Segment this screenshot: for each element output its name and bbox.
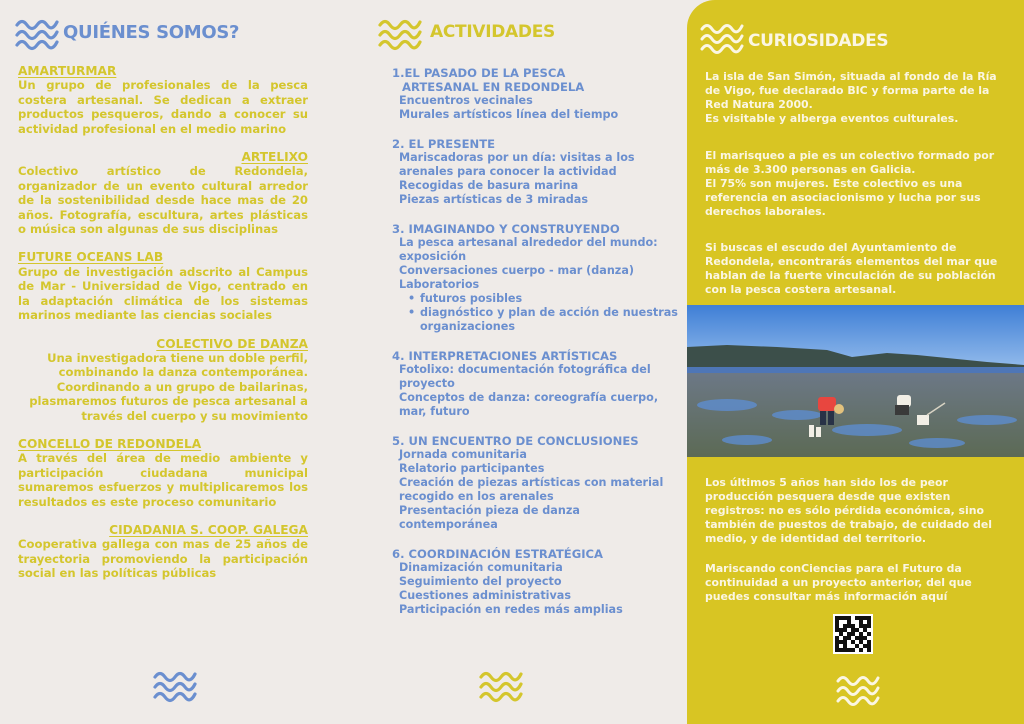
activity-item: Laboratorios [399, 278, 480, 291]
curiosity-text: La isla de San Simón, situada al fondo de la Ría de Vigo, fue declarado BIC y forma parte de la Red Natura 2000. [705, 70, 997, 111]
activity-item: Creación de piezas artísticas con material recogido en los arenales [399, 476, 664, 503]
waves-icon [699, 20, 745, 56]
curiosidades-panel [687, 0, 1024, 724]
activity-title [392, 137, 682, 151]
activity-item: Participación en redes más amplias [399, 603, 623, 616]
activity-number: 1. [392, 66, 405, 80]
activity-section [392, 222, 682, 334]
section-title: QUIÉNES SOMOS? [63, 22, 240, 43]
activity-number: 6. [392, 547, 405, 561]
organization-description: Grupo de investigación adscrito al Campus de Mar - Universidad de Vigo, centrado en la adaptación climática de los sistemas marinos mediante las ciencias sociales [18, 264, 308, 323]
activity-item: Jornada comunitaria [399, 448, 527, 461]
curiosity-text: Mariscando conCiencias para el Futuro da continuidad a un proyecto anterior, del que puedes consultar más información aquí [705, 562, 972, 603]
activity-title-text: EL PRESENTE [408, 137, 496, 151]
activity-item: Recogidas de basura marina [399, 179, 579, 192]
activity-title [392, 434, 682, 448]
organization-name: COLECTIVO DE DANZA [156, 336, 308, 351]
quienes-somos-panel [0, 0, 340, 724]
activity-section [392, 137, 682, 207]
waves-icon [478, 668, 524, 704]
curiosity-paragraph [705, 241, 1005, 297]
activity-title-text: EL PASADO DE LA PESCA [404, 66, 566, 80]
activity-item: Cuestiones administrativas [399, 589, 572, 602]
activity-title-text: UN ENCUENTRO DE CONCLUSIONES [408, 434, 639, 448]
activity-subitem: • futuros posibles [392, 292, 682, 306]
activity-section [392, 349, 682, 419]
activity-number: 5. [392, 434, 405, 448]
organization-item [18, 250, 308, 322]
organization-name: AMARTURMAR [18, 64, 117, 78]
organization-name: ARTELIXO [241, 150, 308, 165]
curiosity-text: Los últimos 5 años han sido los de peor producción pesquera desde que existen registros: no es sólo pérdida económica, sino también de puestos de trabajo, de cuidado del medio, y de identidad del territorio. [705, 476, 992, 545]
activity-item: Piezas artísticas de 3 miradas [399, 193, 589, 206]
organization-item [18, 337, 308, 423]
qr-code[interactable] [833, 614, 873, 654]
waves-icon [835, 672, 881, 708]
activity-number: 4. [392, 349, 405, 363]
activity-section [392, 66, 682, 122]
curiosity-text: Si buscas el escudo del Ayuntamiento de Redondela, encontrarás elementos del mar que hablan de la fuerte vinculación de su población con la pesca costera artesanal. [705, 241, 998, 296]
organization-description: A través del área de medio ambiente y participación ciudadana municipal sumaremos esfuerzos y multiplicaremos los resultados es este proceso comunitario [18, 451, 308, 509]
organization-item [18, 64, 308, 136]
activity-item: Dinamización comunitaria [399, 561, 563, 574]
organizations-list [18, 64, 308, 595]
activity-item: Conversaciones cuerpo - mar (danza) [399, 264, 634, 277]
activity-title [392, 222, 682, 236]
waves-icon [377, 16, 423, 52]
activity-number: 2. [392, 137, 405, 151]
organization-item [18, 523, 308, 581]
organization-description: Cooperativa gallega con mas de 25 años de trayectoria promoviendo la participación social en las políticas públicas [18, 537, 308, 581]
activity-title-text: ARTESANAL EN REDONDELA [402, 80, 585, 94]
activity-subitem: • diagnóstico y plan de acción de nuestras organizaciones [392, 306, 682, 334]
curiosity-paragraph [705, 149, 1005, 219]
curiosity-text: El marisqueo a pie es un colectivo formado por más de 3.300 personas en Galicia. [705, 149, 995, 176]
activity-section [392, 434, 682, 532]
activity-item: Mariscadoras por un día: visitas a los arenales para conocer la actividad [399, 151, 635, 178]
activity-title [392, 66, 682, 94]
organization-name: FUTURE OCEANS LAB [18, 250, 164, 265]
activity-item: Conceptos de danza: coreografía cuerpo, mar, futuro [399, 391, 659, 418]
activity-item: Murales artísticos línea del tiempo [399, 108, 619, 121]
organization-description: Una investigadora tiene un doble perfil, combinando la danza contemporánea. Coordinando a un grupo de bailarinas, plasmaremos futuros de pesca artesanal a través del cuerpo y su movimiento [29, 350, 308, 423]
activities-list [392, 66, 682, 632]
activity-title-text: COORDINACIÓN ESTRATÉGICA [408, 547, 604, 561]
organization-item [18, 150, 308, 236]
activity-title-text: INTERPRETACIONES ARTÍSTICAS [408, 349, 618, 363]
section-title: CURIOSIDADES [748, 31, 889, 51]
curiosity-text: Es visitable y alberga eventos culturales. [705, 111, 959, 125]
organization-name: CONCELLO DE REDONDELA [18, 436, 202, 451]
curiosity-text: El 75% son mujeres. Este colectivo es una referencia en asociacionismo y lucha por sus derechos laborales. [705, 176, 981, 218]
activity-item: La pesca artesanal alrededor del mundo: exposición [399, 236, 658, 263]
curiosity-paragraph [705, 476, 1005, 546]
organization-description: Colectivo artístico de Redondela, organizador de un evento cultural arredor de la sostenibilidad desde hace mas de 20 años. Fotografía, escultura, artes plásticas o música son algunas de sus disciplinas [18, 164, 308, 237]
curiosity-paragraph [705, 70, 1005, 126]
organization-item [18, 437, 308, 509]
activity-title [392, 349, 682, 363]
activity-item: Seguimiento del proyecto [399, 575, 562, 588]
organization-description: Un grupo de profesionales de la pesca costera artesanal. Se dedican a extraer productos pesqueros, dando a conocer su actividad profesional en el medio marino [18, 78, 308, 136]
waves-icon [152, 668, 198, 704]
activity-item: Presentación pieza de danza contemporánea [399, 504, 580, 531]
activity-title [392, 547, 682, 561]
activity-item: Fotolixo: documentación fotográfica del proyecto [399, 363, 651, 390]
activity-item: Encuentros vecinales [399, 94, 533, 107]
curiosity-paragraph [705, 562, 1005, 604]
actividades-panel [340, 0, 687, 724]
waves-icon [14, 16, 60, 52]
activity-item: Relatorio participantes [399, 462, 545, 475]
activity-number: 3. [392, 222, 405, 236]
activity-title-text: IMAGINANDO Y CONSTRUYENDO [408, 222, 620, 236]
activity-section [392, 547, 682, 617]
section-title: ACTIVIDADES [430, 22, 555, 42]
shellfish-gatherers-photo [687, 305, 1024, 457]
organization-name: CIDADANIA S. COOP. GALEGA [109, 522, 308, 537]
